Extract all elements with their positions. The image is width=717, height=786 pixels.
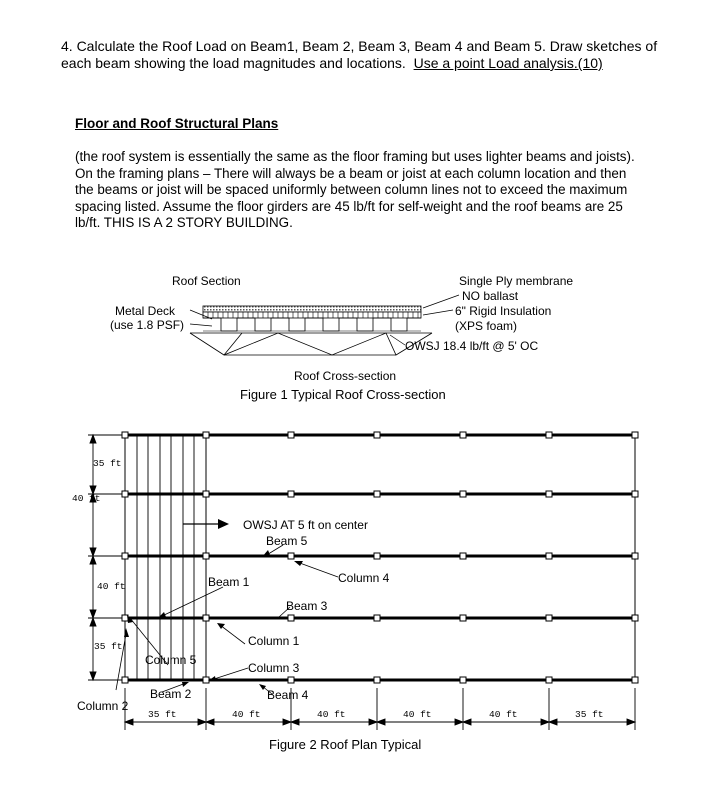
owsj-spacing-label: OWSJ AT 5 ft on center [243,518,368,532]
column4-label: Column 4 [338,571,390,585]
metal-deck-label: Metal Deck [115,304,176,318]
left-dim-1: 35 ft [93,458,122,469]
beam3-label: Beam 3 [286,599,328,613]
bottom-dim-5: 40 ft [489,709,518,720]
left-dim-4: 35 ft [94,641,123,652]
ballast-label: NO ballast [462,289,519,303]
owsj-section-label: OWSJ 18.4 lb/ft @ 5' OC [405,339,539,353]
column5-label: Column 5 [145,653,197,667]
figure1-caption: Figure 1 Typical Roof Cross-section [240,387,446,402]
beam4-label: Beam 4 [267,688,309,702]
beam2-label: Beam 2 [150,687,192,701]
membrane-label: Single Ply membrane [459,274,574,288]
column3-label: Column 3 [248,661,300,675]
left-dim-2: 40 ft [72,493,101,504]
question-body: 4. Calculate the Roof Load on Beam1, Beam 2, Beam 3, Beam 4 and Beam 5. Draw sketches of each beam showing the load magnitudes and locations. [61,38,658,71]
beam1-label: Beam 1 [208,575,250,589]
figure2-caption: Figure 2 Roof Plan Typical [269,737,422,752]
left-dim-3: 40 ft [97,581,126,592]
instructions-paragraph: (the roof system is essentially the same as the floor framing but uses lighter beams and joists). On the framing plans – There will always be a beam or joist at each column location and then the beams or joist will be spaced uniformly between column lines not to exceed the maximum spacing listed. Assume the floor girders are 45 lb/ft for self-weight and the roof beams are 25 lb/ft. THIS IS A 2 STORY BUILDING. [75,149,635,230]
insulation-label: 6" Rigid Insulation [455,304,552,318]
roof-section-label: Roof Section [172,274,241,288]
owsj-arrowhead [218,519,229,529]
section-heading: Floor and Roof Structural Plans [75,116,279,131]
bottom-dim-2: 40 ft [232,709,261,720]
bottom-dim-6: 35 ft [575,709,604,720]
column1-label: Column 1 [248,634,300,648]
metal-deck-weight-label: (use 1.8 PSF) [110,318,185,332]
question-point-load-note: Use a point Load analysis.(10) [413,55,603,71]
bottom-dim-1: 35 ft [148,709,177,720]
column2-label: Column 2 [77,699,129,713]
xps-label: (XPS foam) [455,319,518,333]
bottom-dim-4: 40 ft [403,709,432,720]
beam5-label: Beam 5 [266,534,308,548]
bottom-dim-3: 40 ft [317,709,346,720]
roof-cross-section-subcaption: Roof Cross-section [294,369,397,383]
bottom-dimension-lines [125,688,635,730]
